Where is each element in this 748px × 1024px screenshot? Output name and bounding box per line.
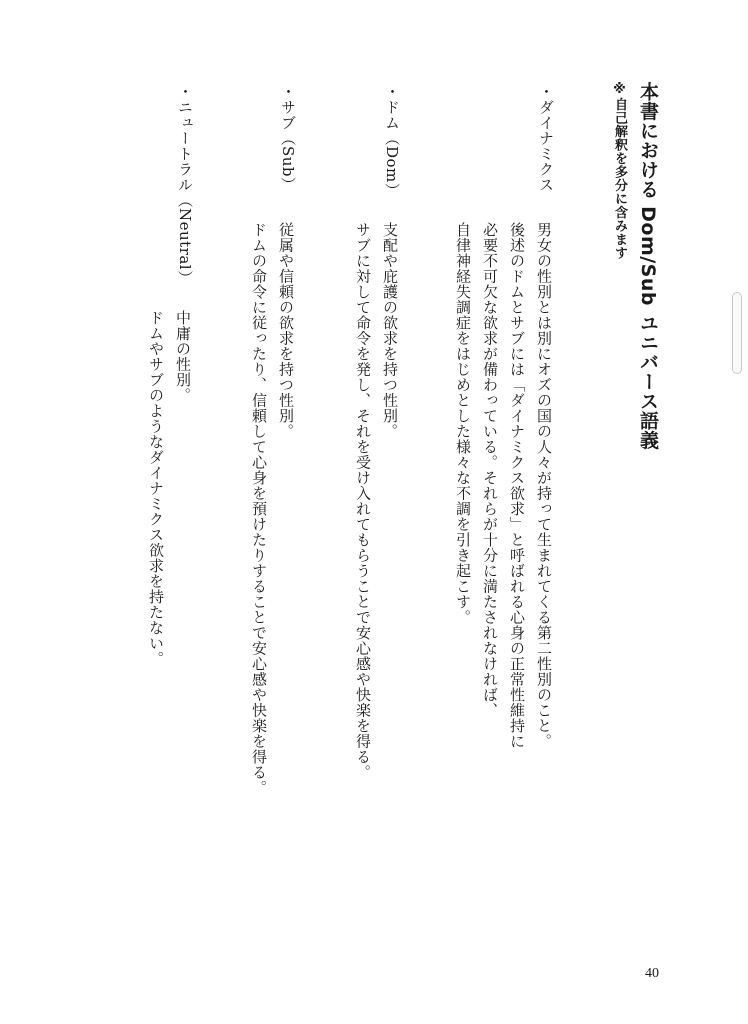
term-label-dynamics: ・ダイナミクス bbox=[537, 84, 555, 193]
term-label-sub: ・サブ（Sub） bbox=[279, 84, 297, 193]
term-text-line: 自律神経失調症をはじめとした様々な不調を引き起こす。 bbox=[454, 222, 472, 625]
term-text-line: サブに対して命令を発し、それを受け入れてもらうことで安心感や快楽を得る。 bbox=[354, 222, 372, 780]
page-number: 40 bbox=[645, 966, 659, 981]
term-text-line: ドムの命令に従ったり、信頼して心身を預けたりすることで安心感や快楽を得る。 bbox=[250, 222, 268, 796]
disclaimer-note: ※自己解釈を多分に含みます bbox=[612, 82, 627, 260]
term-text-line: 中庸の性別。 bbox=[174, 310, 192, 403]
page-title: 本書における Dom/Sub ユニバース語義 bbox=[637, 82, 659, 450]
term-text-line: 支配や庇護の欲求を持つ性別。 bbox=[381, 222, 399, 439]
term-label-dom: ・ドム（Dom） bbox=[383, 84, 401, 199]
term-text-line: 従属や信頼の欲求を持つ性別。 bbox=[277, 222, 295, 439]
term-text-line: 男女の性別とは別にオズの国の人々が持って生まれてくる第二性別のこと。 bbox=[535, 222, 553, 749]
term-text-line: 必要不可欠な欲求が備わっている。それらが十分に満たされなければ、 bbox=[481, 222, 499, 718]
term-text-line: ドムやサブのようなダイナミクス欲求を持たない。 bbox=[147, 310, 165, 667]
term-label-neutral: ・ニュートラル（Neutral） bbox=[176, 84, 194, 286]
term-text-line: 後述のドムとサブには「ダイナミクス欲求」と呼ばれる心身の正常性維持に bbox=[508, 222, 526, 749]
scrollbar[interactable] bbox=[732, 292, 742, 374]
